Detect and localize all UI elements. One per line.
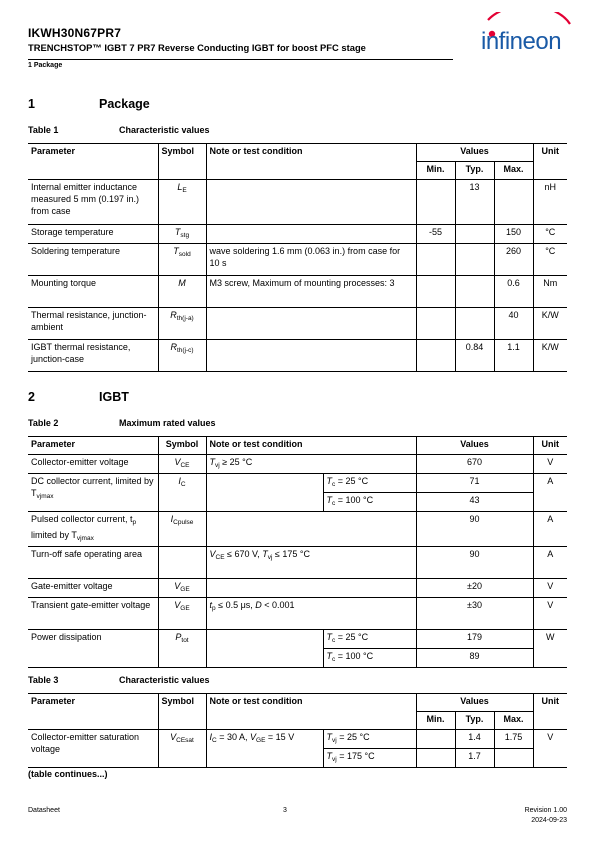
col-header-values: Values xyxy=(416,144,533,162)
unit-cell: K/W xyxy=(533,308,567,340)
max-cell xyxy=(494,749,533,768)
param-cell: Transient gate-emitter voltage xyxy=(28,598,158,630)
param-cell: DC collector current, limited by $T_{vjmax}$ xyxy=(28,474,158,512)
max-cell: 0.6 xyxy=(494,276,533,308)
value-cell: 89 xyxy=(416,649,533,668)
typ-cell: 1.7 xyxy=(455,749,494,768)
table-row xyxy=(28,455,567,474)
col-header-unit: Unit xyxy=(533,694,567,730)
symbol-cell: $V_{CEsat}$ xyxy=(158,730,206,768)
table-title: Maximum rated values xyxy=(119,418,216,428)
document-subtitle: TRENCHSTOP™ IGBT 7 PR7 Reverse Conducting IGBT for boost PFC stage xyxy=(28,42,366,53)
header-rule xyxy=(28,59,453,60)
logo-text: infineon xyxy=(481,28,562,55)
unit-cell: K/W xyxy=(533,340,567,372)
unit-cell: Nm xyxy=(533,276,567,308)
col-header-parameter: Parameter xyxy=(28,144,158,180)
table-label: Table 2 xyxy=(28,418,59,428)
table-row xyxy=(28,225,567,244)
running-head: 1 Package xyxy=(28,62,63,69)
section-title: IGBT xyxy=(99,390,129,404)
typ-cell: 1.4 xyxy=(455,730,494,749)
condition-cell: $T_c = 100$ °C xyxy=(323,649,416,668)
max-cell: 1.75 xyxy=(494,730,533,749)
value-cell: ±30 xyxy=(416,598,533,630)
col-header-note: Note or test condition xyxy=(206,694,416,730)
footer-date: 2024-09-23 xyxy=(531,817,567,824)
min-cell xyxy=(416,730,455,749)
min-cell xyxy=(416,276,455,308)
col-header-note: Note or test condition xyxy=(206,144,416,180)
symbol-cell: $I_{Cpulse}$ xyxy=(158,512,206,547)
value-cell: 71 xyxy=(416,474,533,493)
min-cell xyxy=(416,340,455,372)
table-3 xyxy=(28,693,567,768)
symbol-cell: $P_{tot}$ xyxy=(158,630,206,668)
value-cell: 90 xyxy=(416,547,533,579)
col-header-symbol: Symbol xyxy=(158,694,206,730)
min-cell xyxy=(416,244,455,276)
table-row xyxy=(28,244,567,276)
table-row xyxy=(28,276,567,308)
max-cell: 260 xyxy=(494,244,533,276)
max-cell: 40 xyxy=(494,308,533,340)
value-cell: ±20 xyxy=(416,579,533,598)
table-title: Characteristic values xyxy=(119,675,210,685)
note-cell xyxy=(206,225,416,244)
section-1-heading xyxy=(28,97,328,113)
section-2-heading xyxy=(28,390,328,406)
col-header-unit: Unit xyxy=(533,437,567,455)
note-cell: wave soldering 1.6 mm (0.063 in.) from case for 10 s xyxy=(206,244,416,276)
min-cell xyxy=(416,308,455,340)
col-header-note: Note or test condition xyxy=(206,437,416,455)
min-cell xyxy=(416,180,455,225)
param-cell: Storage temperature xyxy=(28,225,158,244)
note-cell xyxy=(206,630,323,668)
table-label: Table 1 xyxy=(28,125,59,135)
max-cell: 150 xyxy=(494,225,533,244)
param-cell: Collector-emitter voltage xyxy=(28,455,158,474)
table-1-caption xyxy=(28,125,328,137)
table-title: Characteristic values xyxy=(119,125,210,135)
symbol-cell: $T_{sold}$ xyxy=(158,244,206,276)
condition-cell: $T_c = 100$ °C xyxy=(323,493,416,512)
param-cell: Gate-emitter voltage xyxy=(28,579,158,598)
note-cell: $T_{vj} \ge 25$ °C xyxy=(206,455,416,474)
col-header-max: Max. xyxy=(494,162,533,180)
col-header-min: Min. xyxy=(416,162,455,180)
condition-cell: $T_c = 25$ °C xyxy=(323,474,416,493)
col-header-parameter: Parameter xyxy=(28,437,158,455)
unit-cell: W xyxy=(533,630,567,668)
symbol-cell: $R_{th(j-a)}$ xyxy=(158,308,206,340)
value-cell: 90 xyxy=(416,512,533,547)
note-cell xyxy=(206,340,416,372)
table-row xyxy=(28,579,567,598)
page-number: 3 xyxy=(283,807,287,814)
value-cell: 179 xyxy=(416,630,533,649)
note-cell xyxy=(206,180,416,225)
table-row xyxy=(28,340,567,372)
col-header-max: Max. xyxy=(494,712,533,730)
col-header-unit: Unit xyxy=(533,144,567,180)
table-row xyxy=(28,730,567,749)
param-cell: Internal emitter inductance measured 5 mm (0.197 in.) from case xyxy=(28,180,158,225)
symbol-cell: $I_C$ xyxy=(158,474,206,512)
infineon-logo xyxy=(476,12,576,58)
table-row xyxy=(28,474,567,493)
table-row xyxy=(28,180,567,225)
min-cell xyxy=(416,749,455,768)
note-cell: M3 screw, Maximum of mounting processes: 3 xyxy=(206,276,416,308)
col-header-values: Values xyxy=(416,437,533,455)
typ-cell: 0.84 xyxy=(455,340,494,372)
section-title: Package xyxy=(99,97,150,111)
param-cell: Power dissipation xyxy=(28,630,158,668)
note-cell xyxy=(206,308,416,340)
note-cell xyxy=(206,512,416,547)
table-continues-note: (table continues...) xyxy=(28,769,108,779)
unit-cell: °C xyxy=(533,244,567,276)
value-cell: 43 xyxy=(416,493,533,512)
value-cell: 670 xyxy=(416,455,533,474)
param-cell: Soldering temperature xyxy=(28,244,158,276)
unit-cell: °C xyxy=(533,225,567,244)
param-cell: Turn-off safe operating area xyxy=(28,547,158,579)
unit-cell: V xyxy=(533,455,567,474)
note-cell xyxy=(206,474,323,512)
symbol-cell: $V_{GE}$ xyxy=(158,598,206,630)
section-number: 2 xyxy=(28,390,35,404)
note-cell: $I_C = 30$ A, $V_{GE} = 15$ V xyxy=(206,730,323,768)
table-3-caption xyxy=(28,675,328,687)
symbol-cell: $V_{CE}$ xyxy=(158,455,206,474)
table-row xyxy=(28,547,567,579)
table-row xyxy=(28,308,567,340)
col-header-parameter: Parameter xyxy=(28,694,158,730)
col-header-min: Min. xyxy=(416,712,455,730)
col-header-values: Values xyxy=(416,694,533,712)
footer-doc-type: Datasheet xyxy=(28,807,60,814)
symbol-cell: M xyxy=(158,276,206,308)
param-cell: Mounting torque xyxy=(28,276,158,308)
condition-cell: $T_{vj} = 175$ °C xyxy=(323,749,416,768)
typ-cell: 13 xyxy=(455,180,494,225)
table-row xyxy=(28,598,567,630)
symbol-cell: $L_E$ xyxy=(158,180,206,225)
unit-cell: A xyxy=(533,474,567,512)
logo-arc xyxy=(488,12,570,24)
table-2-caption xyxy=(28,418,328,430)
typ-cell xyxy=(455,276,494,308)
col-header-typ: Typ. xyxy=(455,162,494,180)
col-header-typ: Typ. xyxy=(455,712,494,730)
col-header-symbol: Symbol xyxy=(158,144,206,180)
note-cell: $V_{CE} \le 670$ V, $T_{vj} \le 175$ °C xyxy=(206,547,416,579)
min-cell: -55 xyxy=(416,225,455,244)
col-header-symbol: Symbol xyxy=(158,437,206,455)
table-row xyxy=(28,512,567,547)
typ-cell xyxy=(455,225,494,244)
section-number: 1 xyxy=(28,97,35,111)
symbol-cell: $T_{stg}$ xyxy=(158,225,206,244)
symbol-cell: $V_{GE}$ xyxy=(158,579,206,598)
table-label: Table 3 xyxy=(28,675,59,685)
table-row xyxy=(28,630,567,649)
symbol-cell: $R_{th(j-c)}$ xyxy=(158,340,206,372)
unit-cell: nH xyxy=(533,180,567,225)
condition-cell: $T_c = 25$ °C xyxy=(323,630,416,649)
condition-cell: $T_{vj} = 25$ °C xyxy=(323,730,416,749)
unit-cell: V xyxy=(533,598,567,630)
unit-cell: A xyxy=(533,547,567,579)
part-number: IKWH30N67PR7 xyxy=(28,26,122,40)
note-cell: $t_p \le 0.5$ μs, D < 0.001 xyxy=(206,598,416,630)
unit-cell: V xyxy=(533,730,567,768)
max-cell: 1.1 xyxy=(494,340,533,372)
typ-cell xyxy=(455,244,494,276)
param-cell: Collector-emitter saturation voltage xyxy=(28,730,158,768)
unit-cell: V xyxy=(533,579,567,598)
param-cell: Pulsed collector current, $t_p$ limited by $T_{vjmax}$ xyxy=(28,512,158,547)
typ-cell xyxy=(455,308,494,340)
max-cell xyxy=(494,180,533,225)
unit-cell: A xyxy=(533,512,567,547)
param-cell: IGBT thermal resistance, junction-case xyxy=(28,340,158,372)
table-1 xyxy=(28,143,567,372)
note-cell xyxy=(206,579,416,598)
param-cell: Thermal resistance, junction-ambient xyxy=(28,308,158,340)
footer-revision: Revision 1.00 xyxy=(524,807,567,814)
table-2 xyxy=(28,436,567,668)
symbol-cell xyxy=(158,547,206,579)
